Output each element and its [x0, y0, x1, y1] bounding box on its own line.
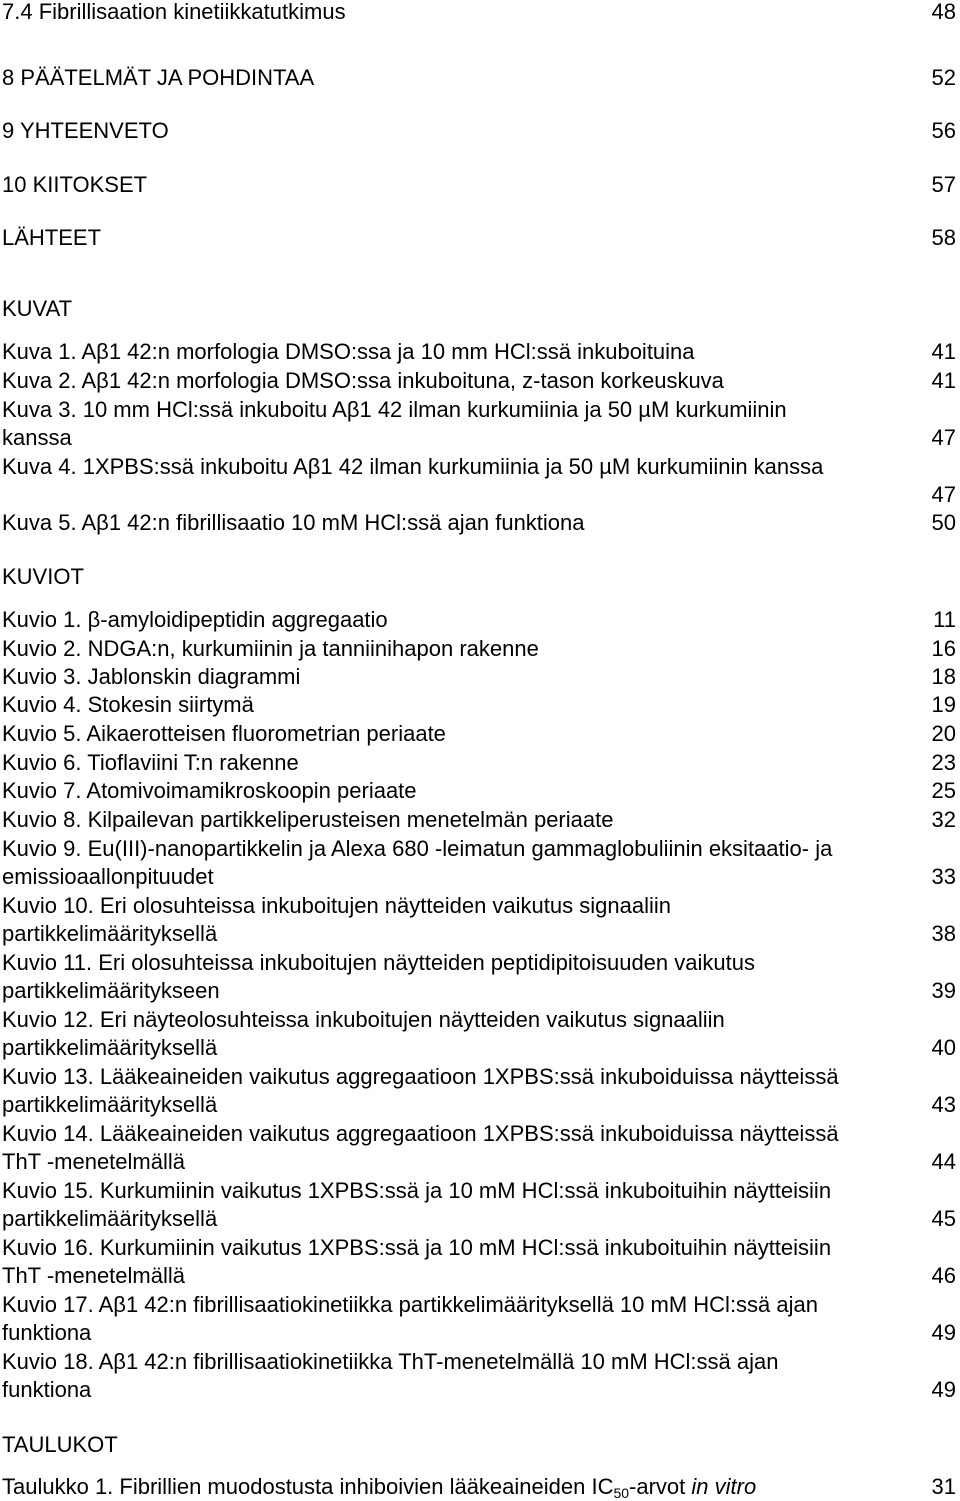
figure-entry-title: Kuvio 1. β-amyloidipeptidin aggregaatio: [2, 607, 388, 632]
figure-entry-page: 18: [931, 664, 956, 689]
figure-entry[interactable]: [2, 367, 956, 395]
figure-entry[interactable]: [2, 453, 956, 481]
ic50-subscript: 50: [613, 1485, 630, 1501]
figure-entry-continued[interactable]: [2, 1034, 956, 1062]
figure-entry[interactable]: [2, 806, 956, 834]
figure-entry[interactable]: [2, 663, 956, 691]
toc-entry-title: 10 KIITOKSET: [2, 172, 148, 197]
figure-entry-continued[interactable]: [2, 1319, 956, 1347]
figure-entry-continued[interactable]: [2, 977, 956, 1005]
figure-entry-page: 20: [931, 721, 956, 746]
section-heading-taulukot: TAULUKOT: [2, 1432, 118, 1457]
figure-entry-page: 47: [931, 425, 956, 450]
figure-entry-continued[interactable]: [2, 1262, 956, 1290]
figure-entry-page: 16: [931, 636, 956, 661]
figure-entry-title: Kuvio 13. Lääkeaineiden vaikutus aggregaatioon 1XPBS:ssä inkuboiduissa näytteissä: [2, 1064, 839, 1089]
figure-entry-page: 32: [931, 807, 956, 832]
figure-entry-title: partikkelimäärityksellä: [2, 1206, 218, 1231]
figure-entry-title: partikkelimäärityksellä: [2, 1092, 218, 1117]
figure-entry-page: 19: [931, 692, 956, 717]
figure-entry-page: 47: [931, 482, 956, 507]
figure-entry-title: Kuva 5. Aβ1 42:n fibrillisaatio 10 mM HCl:ssä ajan funktiona: [2, 510, 585, 535]
toc-entry-title: LÄHTEET: [2, 225, 102, 250]
figure-entry[interactable]: [2, 1348, 956, 1376]
table-entry-title-prefix: Taulukko 1. Fibrillien muodostusta inhiboivien lääkeaineiden IC: [2, 1474, 614, 1499]
figure-entry-title: ThT -menetelmällä: [2, 1263, 185, 1288]
figure-entry[interactable]: [2, 635, 956, 663]
toc-entry-page: 48: [931, 0, 956, 24]
figure-entry-title: Kuvio 16. Kurkumiinin vaikutus 1XPBS:ssä ja 10 mM HCl:ssä inkuboituihin näytteisiin: [2, 1235, 832, 1260]
figure-entry-title: emissioaallonpituudet: [2, 864, 214, 889]
figure-entry-title: Kuvio 9. Eu(III)-nanopartikkelin ja Alexa 680 -leimatun gammaglobuliinin eksitaatio- ja: [2, 836, 833, 861]
figure-entry-page: 25: [931, 778, 956, 803]
figure-entry[interactable]: [2, 749, 956, 777]
toc-entry-title: 9 YHTEENVETO: [2, 118, 169, 143]
table-entry-title: [2, 1473, 756, 1501]
toc-entry-page: 52: [931, 65, 956, 90]
figure-entry-page: 41: [931, 368, 956, 393]
figure-entry-page: 33: [931, 864, 956, 889]
figure-entry-continued[interactable]: [2, 920, 956, 948]
figure-entry-title: Kuvio 3. Jablonskin diagrammi: [2, 664, 301, 689]
figure-entry-page: 44: [931, 1149, 956, 1174]
toc-entry-title: 8 PÄÄTELMÄT JA POHDINTAA: [2, 65, 315, 90]
figure-entry-page: 49: [931, 1377, 956, 1402]
figure-entry[interactable]: [2, 691, 956, 719]
figure-entry-continued[interactable]: [2, 863, 956, 891]
figure-entry-title: Kuvio 17. Aβ1 42:n fibrillisaatiokinetiikka partikkelimäärityksellä 10 mM HCl:ssä ajan: [2, 1292, 818, 1317]
toc-entry[interactable]: [2, 171, 956, 199]
figure-entry[interactable]: [2, 835, 956, 863]
figure-entry-title: partikkelimääritykseen: [2, 978, 220, 1003]
figure-entry-title: Kuvio 4. Stokesin siirtymä: [2, 692, 254, 717]
figure-entry-title: Kuvio 15. Kurkumiinin vaikutus 1XPBS:ssä ja 10 mM HCl:ssä inkuboituihin näytteisiin: [2, 1178, 832, 1203]
table-entry[interactable]: [2, 1473, 956, 1501]
figure-entry[interactable]: [2, 949, 956, 977]
figure-entry-title: Kuva 4. 1XPBS:ssä inkuboitu Aβ1 42 ilman kurkumiinia ja 50 µM kurkumiinin kanssa: [2, 454, 824, 479]
figure-entry-title: Kuvio 10. Eri olosuhteissa inkuboitujen näytteiden vaikutus signaaliin: [2, 893, 671, 918]
figure-entry[interactable]: [2, 777, 956, 805]
figure-entry-title: kanssa: [2, 425, 72, 450]
figure-entry[interactable]: [2, 1120, 956, 1148]
figure-entry-page: 40: [931, 1035, 956, 1060]
figure-entry-page: 43: [931, 1092, 956, 1117]
figure-entry-title: Kuvio 2. NDGA:n, kurkumiinin ja tanniinihapon rakenne: [2, 636, 539, 661]
figure-entry[interactable]: [2, 396, 956, 424]
figure-entry[interactable]: [2, 1006, 956, 1034]
figure-entry-continued[interactable]: [2, 1376, 956, 1404]
figure-entry-title: Kuvio 8. Kilpailevan partikkeliperusteisen menetelmän periaate: [2, 807, 614, 832]
toc-entry[interactable]: [2, 117, 956, 145]
figure-entry-continued[interactable]: [2, 1091, 956, 1119]
figure-entry-title: partikkelimäärityksellä: [2, 921, 218, 946]
figure-entry-title: Kuvio 11. Eri olosuhteissa inkuboitujen näytteiden peptidipitoisuuden vaikutus: [2, 950, 755, 975]
figure-entry[interactable]: [2, 1234, 956, 1262]
toc-entry-title: 7.4 Fibrillisaation kinetiikkatutkimus: [2, 0, 346, 24]
figure-entry-title: Kuvio 14. Lääkeaineiden vaikutus aggregaatioon 1XPBS:ssä inkuboiduissa näytteissä: [2, 1121, 839, 1146]
figure-entry-page: 11: [933, 607, 956, 632]
figure-entry-title: funktiona: [2, 1377, 92, 1402]
figure-entry-title: Kuvio 5. Aikaerotteisen fluorometrian periaate: [2, 721, 446, 746]
figure-entry-page: 50: [931, 510, 956, 535]
figure-entry[interactable]: [2, 1177, 956, 1205]
figure-entry[interactable]: [2, 720, 956, 748]
toc-entry-page: 56: [931, 118, 956, 143]
toc-entry-page: 57: [931, 172, 956, 197]
figure-entry-page: 23: [931, 750, 956, 775]
section-heading-kuvat: KUVAT: [2, 296, 73, 321]
figure-entry-page: 39: [931, 978, 956, 1003]
figure-entry-page: 49: [931, 1320, 956, 1345]
figure-entry-title: partikkelimäärityksellä: [2, 1035, 218, 1060]
figure-entry-title: Kuvio 7. Atomivoimamikroskoopin periaate: [2, 778, 417, 803]
figure-entry[interactable]: [2, 338, 956, 366]
toc-entry[interactable]: [2, 224, 956, 252]
figure-entry[interactable]: [2, 1291, 956, 1319]
toc-entry[interactable]: [2, 0, 956, 26]
figure-entry-title: ThT -menetelmällä: [2, 1149, 185, 1174]
figure-entry[interactable]: [2, 606, 956, 634]
section-heading-kuviot: KUVIOT: [2, 564, 84, 589]
figure-entry-title: Kuvio 6. Tioflaviini T:n rakenne: [2, 750, 299, 775]
figure-entry-page: 45: [931, 1206, 956, 1231]
figure-entry-title: Kuva 1. Aβ1 42:n morfologia DMSO:ssa ja 10 mm HCl:ssä inkuboituina: [2, 339, 695, 364]
figure-entry[interactable]: [2, 892, 956, 920]
figure-entry-title: Kuvio 18. Aβ1 42:n fibrillisaatiokinetiikka ThT-menetelmällä 10 mM HCl:ssä ajan: [2, 1349, 779, 1374]
table-entry-title-italic: in vitro: [691, 1474, 757, 1499]
toc-entry-page: 58: [931, 225, 956, 250]
figure-entry-continued[interactable]: [2, 1148, 956, 1176]
table-entry-title-middle: -arvot: [629, 1474, 692, 1499]
figure-entry-title: funktiona: [2, 1320, 92, 1345]
toc-entry[interactable]: [2, 64, 956, 92]
figure-entry-title: Kuva 2. Aβ1 42:n morfologia DMSO:ssa inkuboituna, z-tason korkeuskuva: [2, 368, 724, 393]
figure-entry-continued[interactable]: [2, 424, 956, 452]
figure-entry[interactable]: [2, 1063, 956, 1091]
figure-entry-title: Kuvio 12. Eri näyteolosuhteissa inkuboitujen näytteiden vaikutus signaaliin: [2, 1007, 725, 1032]
table-entry-page: 31: [931, 1474, 956, 1499]
figure-entry-title: Kuva 3. 10 mm HCl:ssä inkuboitu Aβ1 42 ilman kurkumiinia ja 50 µM kurkumiinin: [2, 397, 787, 422]
figure-entry-page: 38: [931, 921, 956, 946]
figure-entry-page: 46: [931, 1263, 956, 1288]
figure-entry[interactable]: [2, 509, 956, 537]
figure-entry-continued[interactable]: [2, 1205, 956, 1233]
figure-entry-page: 41: [931, 339, 956, 364]
